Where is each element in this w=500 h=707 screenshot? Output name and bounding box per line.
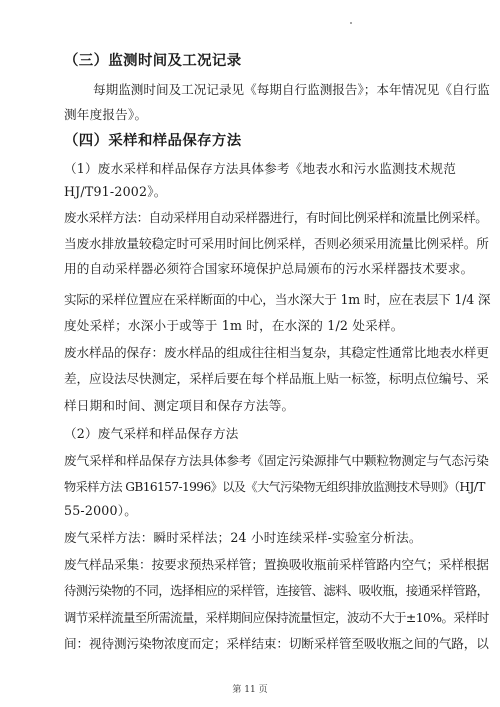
paragraph-line: 差，应设法尽快测定，采样后要在每个样品瓶上贴一标签，标明点位编号、采 bbox=[64, 371, 489, 386]
paragraph-line: 废气采样和样品保存方法具体参考《固定污染源排气中颗粒物测定与气态污染 bbox=[64, 453, 489, 468]
paragraph-line: 调节采样流量至所需流量，采样期间应保持流量恒定，波动不大于±10%。采样时 bbox=[64, 610, 489, 625]
paragraph-line: 每期监测时间及工况记录见《每期自行监测报告》；本年情况见《自行监 bbox=[93, 82, 490, 97]
paragraph-line: 间：视待测污染物浓度而定；采样结束：切断采样管至吸收瓶之间的气路，以 bbox=[64, 636, 489, 651]
paragraph-line: 物采样方法 GB16157-1996》以及《大气污染物无组织排放监测技术导则》（HJ/T bbox=[64, 480, 485, 494]
paragraph-line: 待测污染物的不同，选择相应的采样管，连接管、滤料、吸收瓶，接通采样管路， bbox=[64, 583, 489, 598]
page-number: 第 11 页 bbox=[232, 685, 268, 695]
paragraph-line: 度处采样；水深小于或等于 1m 时，在水深的 1/2 处采样。 bbox=[64, 318, 404, 333]
paragraph-line: 测年度报告》。 bbox=[64, 107, 148, 122]
paragraph-line: 废水采样方法：自动采样用自动采样器进行，有时间比例采样和流量比例采样。 bbox=[64, 210, 488, 225]
section-heading-sampling-methods: （四）采样和样品保存方法 bbox=[64, 133, 242, 149]
paragraph-line: 当废水排放量较稳定时可采用时间比例采样，否则必须采用流量比例采样。所 bbox=[64, 236, 489, 251]
paragraph-line: 样日期和时间、测定项目和保存方法等。 bbox=[64, 398, 295, 413]
paragraph-line: 废气样品采集：按要求预热采样管；置换吸收瓶前采样管路内空气；采样根据 bbox=[64, 557, 489, 572]
paragraph-line: 实际的采样位置应在采样断面的中心，当水深大于 1m 时，应在表层下 1/4 深 bbox=[64, 292, 491, 307]
paragraph-line: 废气采样方法：瞬时采样法；24 小时连续采样-实验室分析法。 bbox=[64, 530, 422, 545]
paragraph-line: 55-2000）。 bbox=[64, 503, 138, 518]
paragraph-line: 废水样品的保存：废水样品的组成往往相当复杂，其稳定性通常比地表水样更 bbox=[64, 345, 489, 360]
paragraph-line: 用的自动采样器必须符合国家环境保护总局颁布的污水采样器技术要求。 bbox=[64, 261, 474, 276]
section-heading-monitoring-time: （三）监测时间及工况记录 bbox=[64, 53, 242, 69]
scan-speck bbox=[350, 22, 352, 24]
paragraph-line: （2）废气采样和样品保存方法 bbox=[64, 426, 239, 441]
paragraph-line: （1）废水采样和样品保存方法具体参考《地表水和污水监测技术规范 bbox=[64, 161, 457, 176]
paragraph-line: HJ/T91-2002》。 bbox=[64, 184, 167, 199]
